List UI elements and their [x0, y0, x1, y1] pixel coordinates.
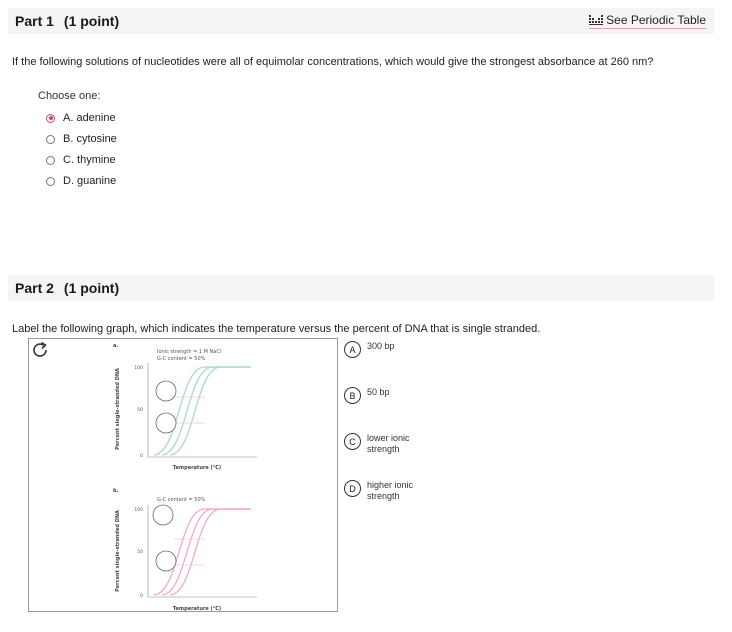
option-adenine[interactable] [46, 112, 116, 124]
option-guanine[interactable] [46, 175, 116, 187]
panel-a-xlabel: Temperature (°C) [172, 465, 222, 471]
label-d-badge: D [344, 480, 361, 497]
panel-a-curve-1 [154, 367, 251, 455]
panel-a-tick-0: 0 [140, 454, 143, 459]
periodic-table-link[interactable] [589, 13, 706, 29]
panel-b-tick-100: 100 [134, 508, 143, 513]
panel-b-curve-3 [170, 509, 251, 595]
radio-adenine[interactable] [46, 114, 55, 123]
drop-target-a2[interactable] [156, 413, 176, 433]
panel-b-note-1: G-C content = 50% [157, 497, 206, 503]
panel-b-tick-0: 0 [140, 594, 143, 599]
part2-title-text: Part 2 [15, 280, 54, 296]
draggable-label-c[interactable] [344, 433, 427, 455]
part1-points: (1 point) [63, 13, 120, 29]
radio-thymine[interactable] [46, 156, 55, 165]
panel-a-note-1: Ionic strength = 1 M NaCl [157, 349, 222, 355]
label-b-badge: B [344, 387, 361, 404]
panel-b-xlabel: Temperature (°C) [172, 606, 222, 612]
panel-b-curve-2 [162, 509, 251, 595]
graph-labeling-area [28, 338, 338, 612]
choose-one-label: Choose one: [38, 90, 101, 102]
option-label: C. thymine [63, 154, 116, 166]
drop-target-a1[interactable] [156, 381, 176, 401]
option-label: D. guanine [63, 175, 117, 187]
option-label: A. adenine [63, 112, 116, 124]
label-a-text: 300 bp [367, 341, 395, 351]
drop-target-b1[interactable] [153, 505, 173, 525]
label-d-text: higher ionic strength [367, 480, 414, 501]
option-thymine[interactable] [46, 154, 116, 166]
reset-icon[interactable] [29, 339, 51, 361]
draggable-label-b[interactable] [344, 387, 427, 404]
panel-b-ylabel: Percent single-stranded DNA [115, 510, 121, 592]
option-label: B. cytosine [63, 133, 117, 145]
radio-guanine[interactable] [46, 177, 55, 186]
panel-b-tick-50: 50 [137, 550, 143, 555]
periodic-table-label: See Periodic Table [606, 13, 706, 27]
panel-a-tick-100: 100 [134, 366, 143, 371]
option-cytosine[interactable] [46, 133, 117, 145]
label-c-badge: C [344, 433, 361, 450]
part2-title [15, 280, 119, 296]
part2-question: Label the following graph, which indicates the temperature versus the percent of DNA that is single stranded. [12, 323, 541, 335]
label-c-text: lower ionic strength [367, 433, 410, 454]
draggable-label-d[interactable] [344, 480, 427, 502]
radio-cytosine[interactable] [46, 135, 55, 144]
draggable-label-a[interactable] [344, 341, 427, 358]
periodic-table-icon [589, 15, 603, 26]
panel-a-curve-3 [170, 367, 251, 455]
part1-header [8, 8, 714, 34]
panel-a-curve-2 [162, 367, 251, 455]
part1-title-text: Part 1 [15, 13, 54, 29]
melting-curve-graphs [29, 339, 339, 613]
label-b-text: 50 bp [367, 387, 390, 397]
part1-title [15, 13, 119, 29]
label-a-badge: A [344, 341, 361, 358]
part2-points: (1 point) [63, 280, 120, 296]
part2-header [8, 275, 714, 301]
part1-question: If the following solutions of nucleotides were all of equimolar concentrations, which would give the strongest absorbance at 260 nm? [12, 56, 654, 68]
panel-a-ylabel: Percent single-stranded DNA [115, 368, 121, 450]
panel-b-letter: b. [113, 488, 119, 494]
drop-target-b2[interactable] [156, 551, 176, 571]
panel-a-tick-50: 50 [137, 408, 143, 413]
panel-a-note-2: G-C content = 50% [157, 356, 206, 362]
panel-a-letter: a. [113, 343, 119, 349]
